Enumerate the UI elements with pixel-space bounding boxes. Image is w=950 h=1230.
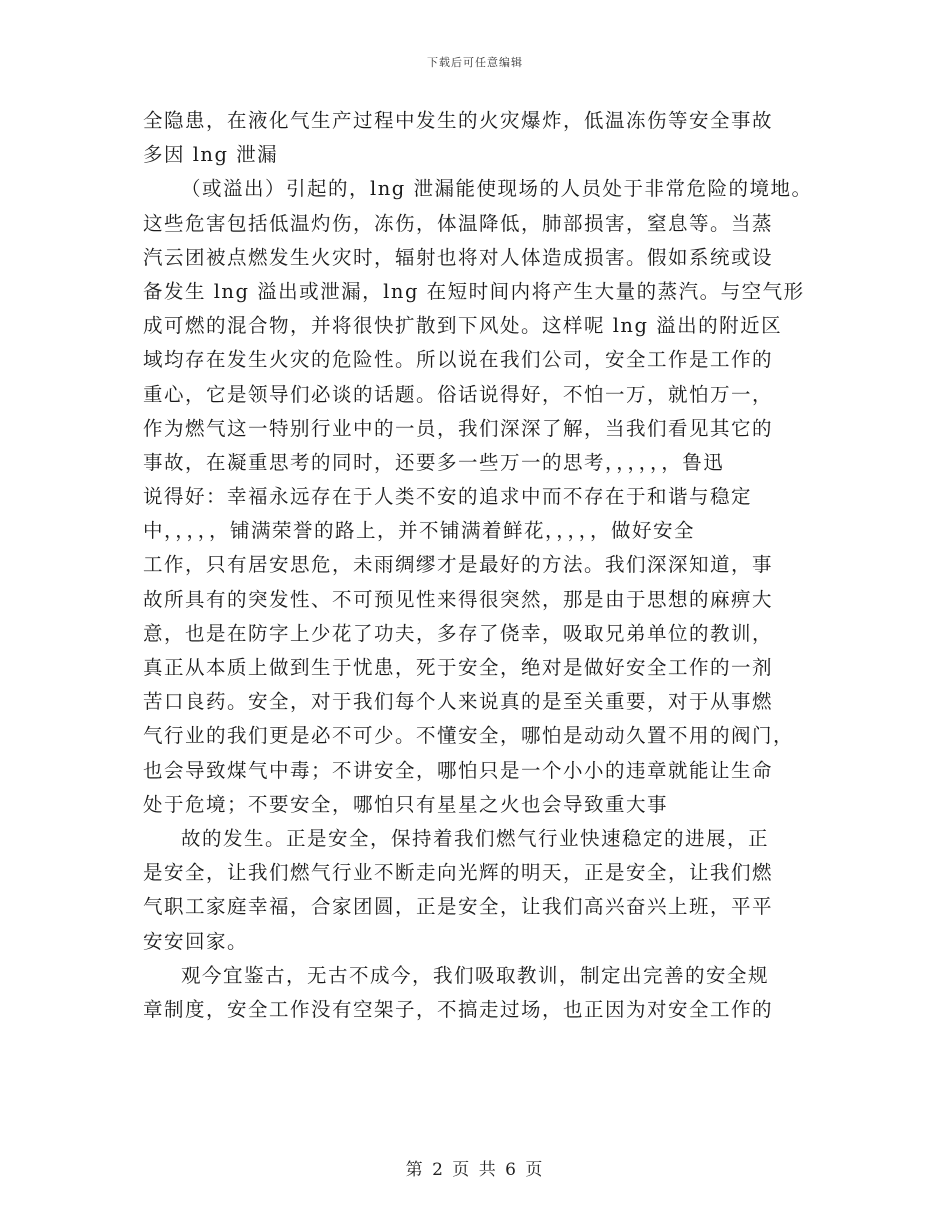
text-line: 这些危害包括低温灼伤，冻伤，体温降低，肺部损害，窒息等。当蒸 xyxy=(143,211,774,235)
text-line: 工作，只有居安思危，未雨绸缪才是最好的方法。我们深深知道，事 xyxy=(143,553,774,577)
text-line: 成可燃的混合物，并将很快扩散到下风处。这样呢 lng 溢出的附近区 xyxy=(143,314,783,338)
page-header-note: 下载后可任意编辑 xyxy=(427,56,523,69)
text-line: 故所具有的突发性、不可预见性来得很突然，那是由于思想的麻痹大 xyxy=(143,587,774,611)
page-number: 第 2 页 共 6 页 xyxy=(405,1160,545,1180)
text-line: 备发生 lng 溢出或泄漏，lng 在短时间内将产生大量的蒸汽。与空气形 xyxy=(143,279,805,303)
text-line: 章制度，安全工作没有空架子，不搞走过场，也正因为对安全工作的 xyxy=(143,997,774,1021)
text-line: 是安全，让我们燃气行业不断走向光辉的明天，正是安全，让我们燃 xyxy=(143,861,774,885)
text-line: 事故，在凝重思考的同时，还要多一些万一的思考，，，，，，鲁迅 xyxy=(143,450,725,474)
text-line: 观今宜鉴古，无古不成今，我们吸取教训，制定出完善的安全规 xyxy=(181,963,770,987)
text-line: 苦口良药。安全，对于我们每个人来说真的是至关重要，对于从事燃 xyxy=(143,690,774,714)
text-line: 气职工家庭幸福，合家团圆，正是安全，让我们高兴奋兴上班，平平 xyxy=(143,895,774,919)
text-line: 汽云团被点燃发生火灾时，辐射也将对人体造成损害。假如系统或设 xyxy=(143,245,774,269)
document-body xyxy=(143,104,843,1027)
text-line: 真正从本质上做到生于忧患，死于安全，绝对是做好安全工作的一剂 xyxy=(143,656,774,679)
text-line: 中，，，，，铺满荣誉的路上，并不铺满着鲜花，，，，，做好安全 xyxy=(143,519,696,543)
text-line: 多因 lng 泄漏 xyxy=(143,143,279,167)
text-line: 作为燃气这一特别行业中的一员，我们深深了解，当我们看见其它的 xyxy=(143,416,774,440)
text-line: 说得好：幸福永远存在于人类不安的追求中而不存在于和谐与稳定 xyxy=(143,485,753,509)
text-line: 全隐患，在液化气生产过程中发生的火灾爆炸，低温冻伤等安全事故 xyxy=(143,109,774,132)
text-line: 故的发生。正是安全，保持着我们燃气行业快速稳定的进展，正 xyxy=(181,826,770,850)
text-line: 域均存在发生火灾的危险性。所以说在我们公司，安全工作是工作的 xyxy=(143,348,774,372)
text-line: 安安回家。 xyxy=(143,929,249,953)
text-line: （或溢出）引起的，lng 泄漏能使现场的人员处于非常危险的境地。 xyxy=(181,177,813,201)
text-line: 处于危境；不要安全，哪怕只有星星之火也会导致重大事 xyxy=(143,792,669,816)
text-line: 也会导致煤气中毒；不讲安全，哪怕只是一个小小的违章就能让生命 xyxy=(143,758,774,782)
text-line: 重心，它是领导们必谈的话题。俗话说得好，不怕一万，就怕万一， xyxy=(143,382,774,406)
text-line: 气行业的我们更是必不可少。不懂安全，哪怕是动动久置不用的阀门， xyxy=(143,724,795,748)
text-line: 意，也是在防字上少花了功夫，多存了侥幸，吸取兄弟单位的教训， xyxy=(143,621,774,645)
